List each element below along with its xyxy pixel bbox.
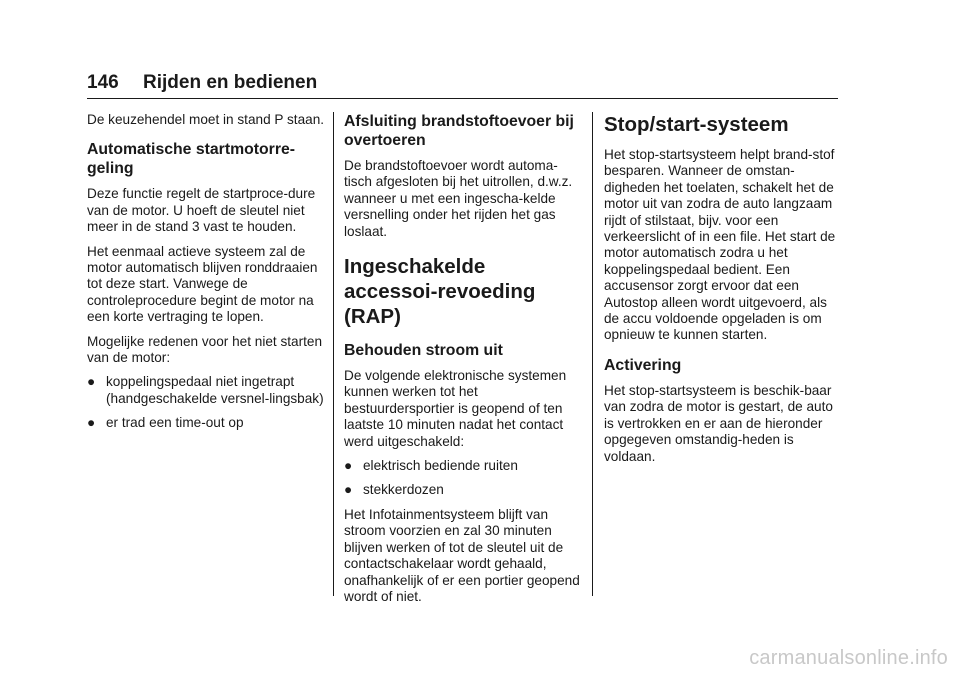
paragraph: Deze functie regelt de startproce-dure van de motor. U hoeft de sleutel niet meer in de stand 3 vast te houden. [87,186,316,235]
list-item-text: elektrisch bediende ruiten [363,458,518,474]
paragraph: De volgende elektronische systemen kunnen werken tot het bestuurdersportier is geopend of ten laatste 10 minuten nadat het contact werd uitgeschakeld: [344,368,567,449]
heading-afsluiting-brandstoftoevoer: Afsluiting brandstoftoevoer bij overtoeren [344,113,574,149]
bullet-icon: ● [87,415,96,431]
list-item-text: stekkerdozen [363,482,444,498]
bullet-icon: ● [344,482,353,498]
paragraph: Het stop-startsysteem helpt brand-stof besparen. Wanneer de omstan-digheden het toelaten, schakelt het de motor uit van zodra de auto langzaam rijdt of stilstaat, bijv. voor een verkeerslicht of in een file. Het start de motor automatisch zodra u het koppelingspedaal bedient. Een accusensor zorgt ervoor dat een Autostop alleen wordt uitgevoerd, als de accu voldoende opgeladen is om opnieuw te kunnen starten. [604,147,836,343]
bullet-icon: ● [87,374,96,390]
heading-rap: Ingeschakelde accessoi-revoeding (RAP) [344,255,536,329]
column-middle [344,112,582,613]
page-header [87,72,838,99]
paragraph: De brandstoftoevoer wordt automa-tisch afgesloten bij het uitrollen, d.w.z. wanneer u met een ingescha-kelde versnelling onder het rijden het gas loslaat. [344,158,573,239]
list-item-text: er trad een time-out op [106,415,244,431]
paragraph: De keuzehendel moet in stand P staan. [87,112,325,127]
list-item [344,482,582,498]
paragraph: Het eenmaal actieve systeem zal de motor automatisch blijven ronddraaien tot deze start. Vanwege de controleprocedure begint de motor na een korte vertraging te lopen. [87,243,318,325]
paragraph: Het stop-startsysteem is beschik-baar van zodra de motor is gestart, de auto is vertrokken en er aan de hieronder opgegeven omstandig-heden is voldaan. [604,382,833,464]
column-divider [333,112,334,596]
watermark: carmanualsonline.info [749,647,948,669]
bullet-list [87,374,325,431]
list-item [87,415,325,431]
column-divider [592,112,593,596]
list-item-text: koppelingspedaal niet ingetrapt (handgeschakelde versnel-lingsbak) [106,374,324,406]
heading-automatische-startmotorregeling: Automatische startmotorre-geling [87,141,296,178]
bullet-list [344,458,582,499]
list-item [87,374,325,407]
section-title: Rijden en bedienen [143,72,318,93]
heading-stop-start-systeem: Stop/start-systeem [604,113,789,136]
column-right [604,112,842,473]
page-number: 146 [87,72,119,93]
column-left [87,112,325,440]
paragraph: Het Infotainmentsysteem blijft van stroom voorzien en zal 30 minuten blijven werken of tot de sleutel uit de contactschakelaar wordt gehaald, onafhankelijk of er een portier geopend wordt of niet. [344,506,580,604]
list-item [344,458,582,474]
bullet-icon: ● [344,458,353,474]
paragraph: Mogelijke redenen voor het niet starten van de motor: [87,333,323,366]
heading-behouden-stroom-uit: Behouden stroom uit [344,342,503,360]
heading-activering: Activering [604,356,682,374]
